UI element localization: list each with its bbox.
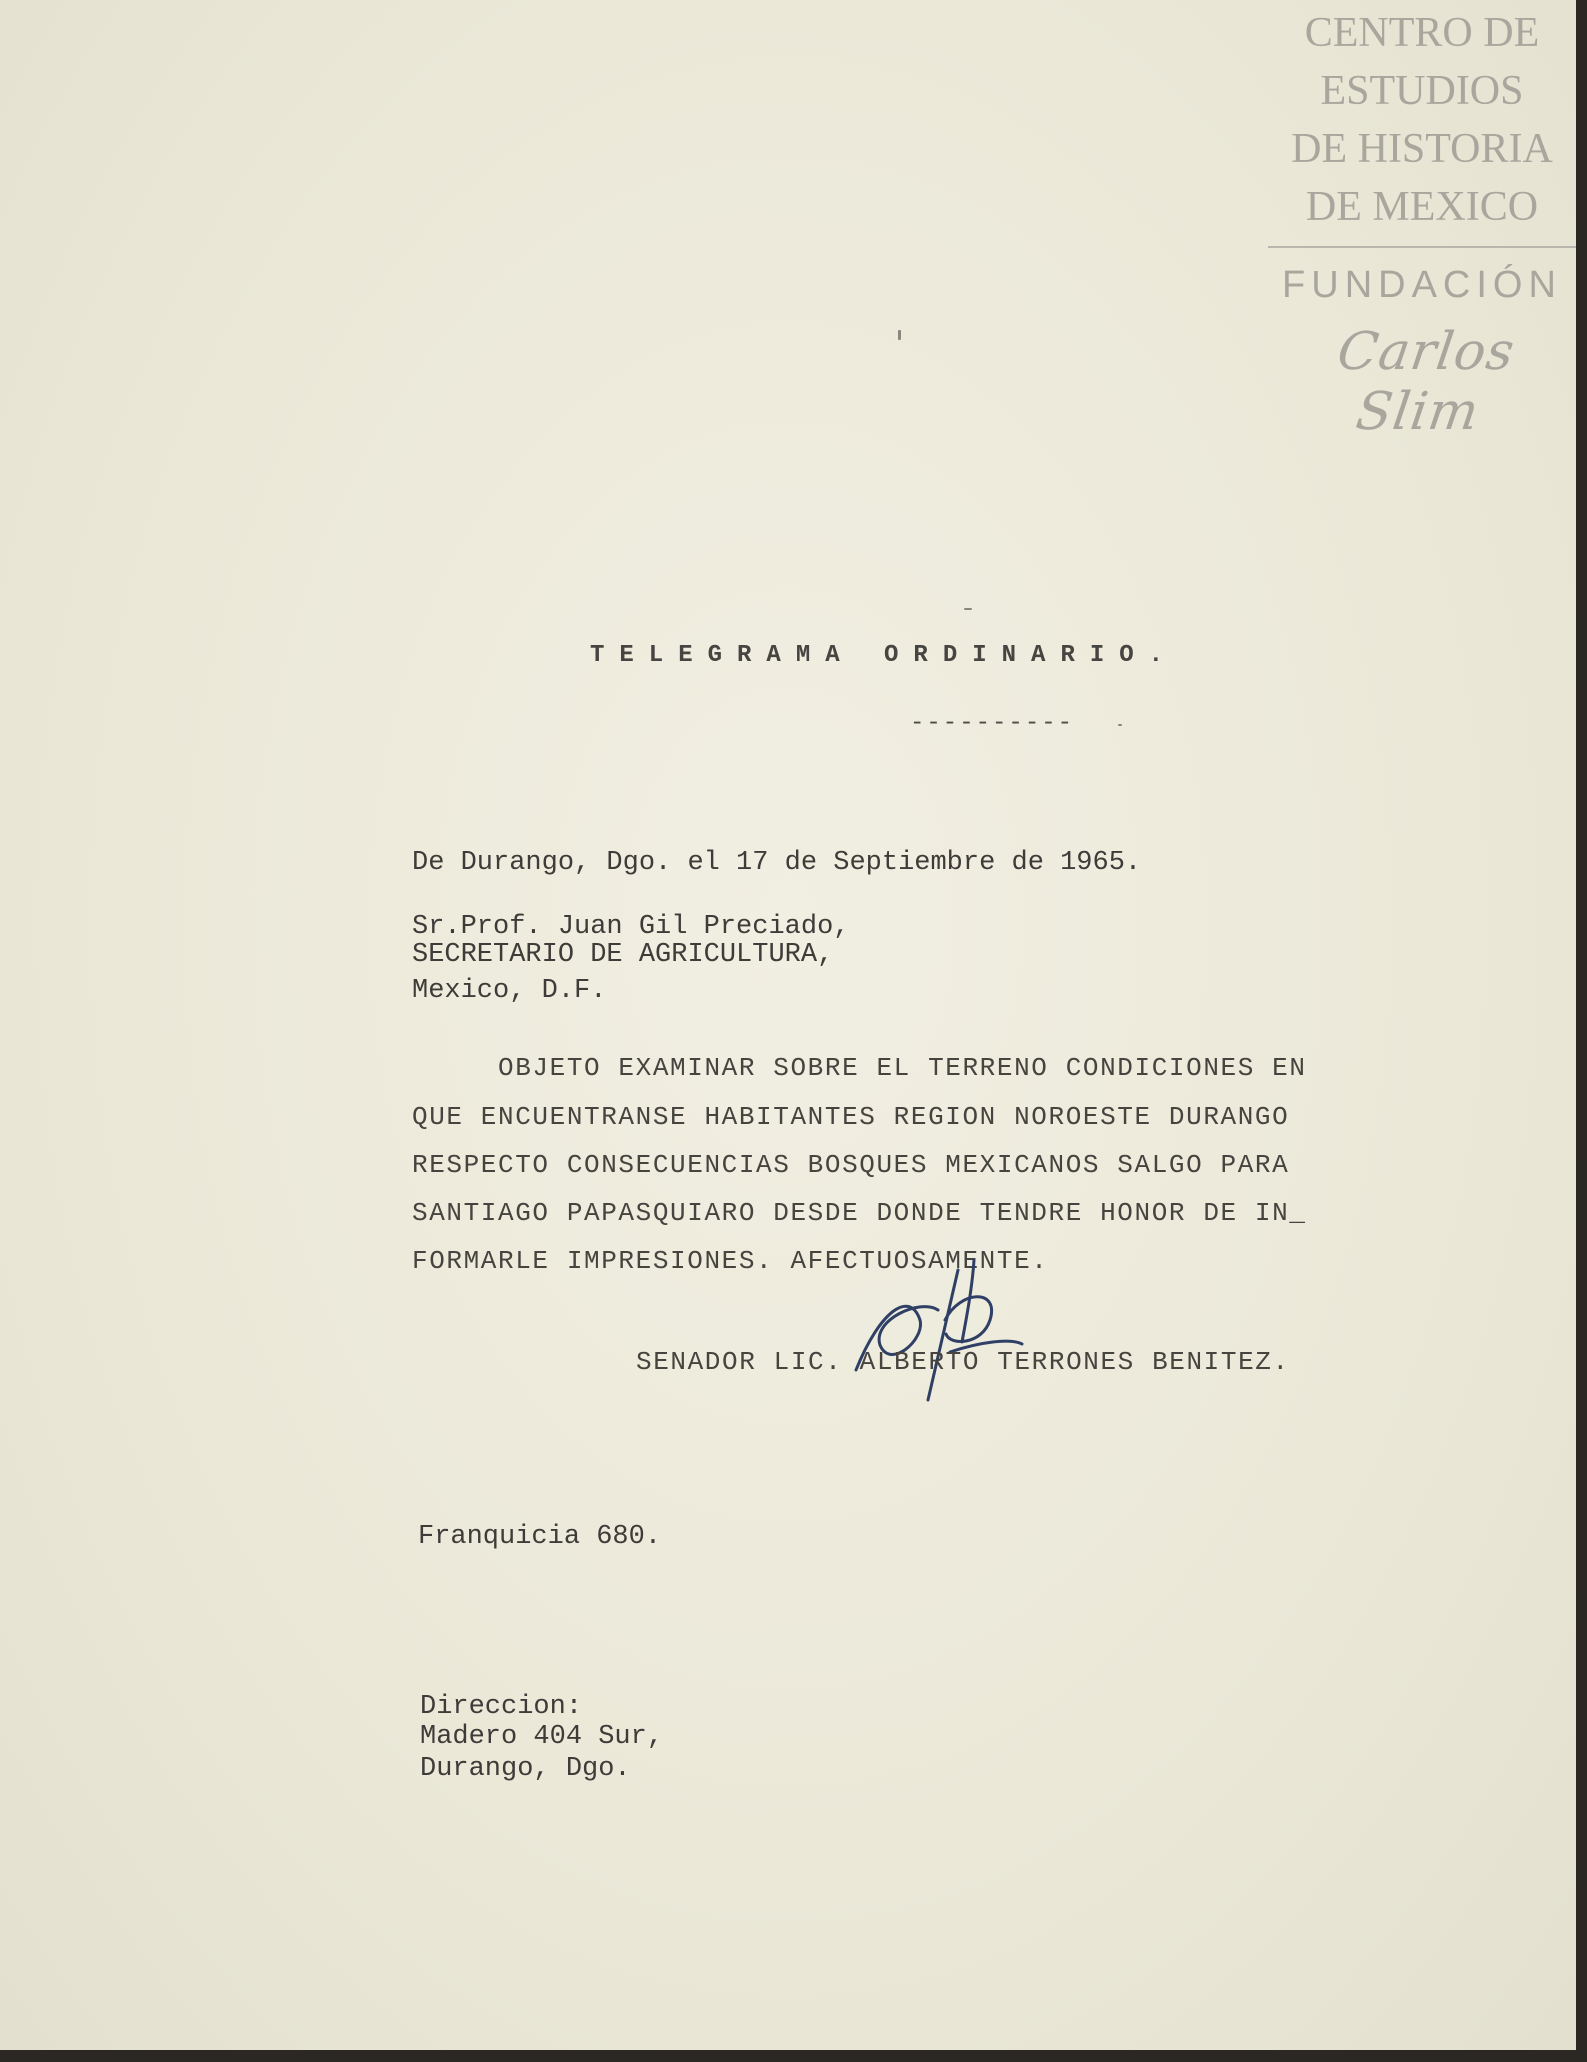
body-line: RESPECTO CONSECUENCIAS BOSQUES MEXICANOS SALGO PARA: [412, 1150, 1290, 1180]
direccion-city: Durango, Dgo.: [420, 1754, 631, 1784]
direccion-street: Madero 404 Sur,: [420, 1722, 664, 1752]
addressee-title: SECRETARIO DE AGRICULTURA,: [412, 940, 834, 970]
paper-speck: [1118, 724, 1122, 726]
title-underline: ----------: [910, 710, 1075, 737]
addressee-city: Mexico, D.F.: [412, 976, 607, 1006]
watermark-line: DE MEXICO: [1305, 184, 1539, 230]
archive-watermark: [1268, 0, 1576, 442]
handwritten-signature: [850, 1250, 1030, 1410]
body-line: QUE ENCUENTRANSE HABITANTES REGION NOROESTE DURANGO: [412, 1102, 1290, 1132]
paper-speck: [898, 330, 901, 340]
direccion-label: Direccion:: [420, 1692, 583, 1722]
telegram-title: TELEGRAMA ORDINARIO.: [590, 642, 1179, 669]
body-line: OBJETO EXAMINAR SOBRE EL TERRENO CONDICIONES EN: [412, 1053, 1307, 1083]
paper-speck: [964, 608, 972, 610]
sender-line: SENADOR LIC. ALBERTO TERRONES BENITEZ.: [636, 1347, 1290, 1377]
watermark-line: ESTUDIOS: [1320, 68, 1524, 114]
body-line: SANTIAGO PAPASQUIARO DESDE DONDE TENDRE HONOR DE IN_: [412, 1198, 1307, 1228]
franquicia-line: Franquicia 680.: [418, 1522, 662, 1552]
watermark-fundacion: FUNDACIÓN: [1282, 264, 1562, 306]
watermark-line: DE HISTORIA: [1291, 126, 1553, 172]
watermark-divider: [1268, 246, 1576, 248]
date-line: De Durango, Dgo. el 17 de Septiembre de 1965.: [412, 848, 1142, 878]
body-line: FORMARLE IMPRESIONES. AFECTUOSAMENTE.: [412, 1246, 1049, 1276]
watermark-line: CENTRO DE: [1304, 10, 1540, 56]
addressee-name: Sr.Prof. Juan Gil Preciado,: [412, 912, 850, 942]
watermark-signature-logo: Carlos Slim: [1333, 322, 1519, 442]
